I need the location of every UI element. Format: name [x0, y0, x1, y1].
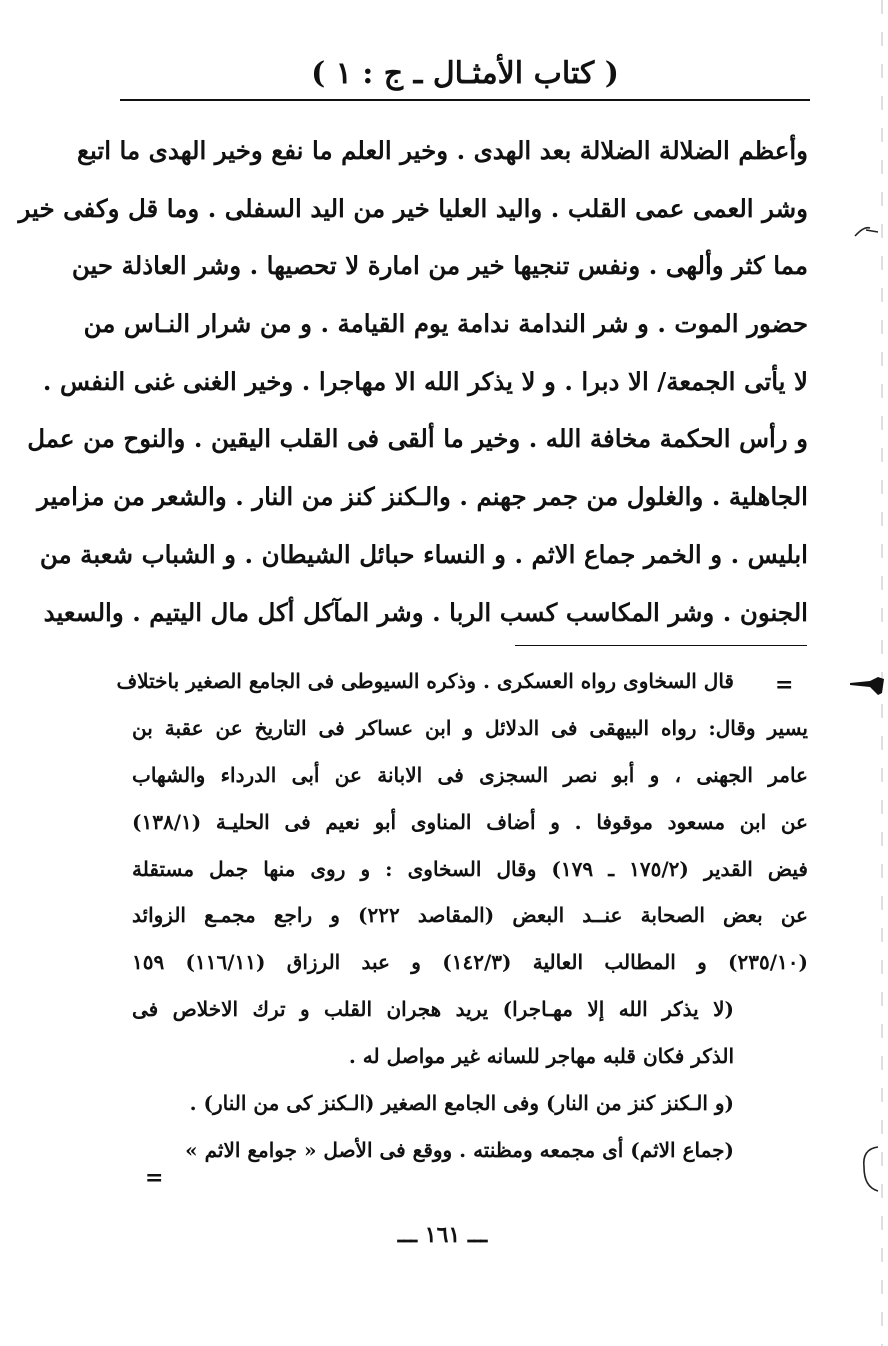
footnote-continuation-mark: =	[145, 1165, 164, 1191]
margin-bracket-icon	[858, 1145, 882, 1195]
main-text-line: و رأس الحكمة مخافة الله . وخير ما ألقى فى القلب اليقين . والنوح من عمل	[27, 424, 808, 454]
footnotes-block	[116, 658, 808, 1174]
footnote-line: قال السخاوى رواه العسكرى . وذكره السيوطى فى الجامع الصغير باختلاف	[116, 669, 734, 693]
main-text-line: مما كثر وألهى . ونفس تنجيها خير من امارة لا تحصيها . وشر العاذلة حين	[71, 251, 808, 281]
main-text-line: لا يأتى الجمعة/ الا دبرا . و لا يذكر الله الا مهاجرا . وخير الغنى غنى النفس .	[42, 366, 808, 396]
footnote-separator-rule	[515, 645, 807, 646]
footnote-line: (و الـكنز كنز من النار) وفى الجامع الصغير (الـكنز كى من النار) .	[189, 1091, 734, 1116]
footnote-line: يسير وقال: رواه البيهقى فى الدلائل و ابن عساكر فى التاريخ عن عقبة بن	[132, 715, 808, 740]
main-text-line: الجاهلية . والغلول من جمر جهنم . والـكنز كنز من النار . والشعر من مزامير	[37, 482, 808, 512]
margin-tick-icon	[852, 220, 882, 242]
header-rule	[120, 99, 810, 101]
footnote-line: (٢٣٥/١٠) و المطالب العالية (١٤٢/٣) و عبد الرزاق (١١٦/١١) ١٥٩	[132, 950, 808, 975]
footnote-line: عامر الجهنى ، و أبو نصر السجزى فى الابانة عن أبى الدرداء والشهاب	[132, 762, 808, 787]
footnote-line: عن ابن مسعود موقوفا . و أضاف المناوى أبو نعيم فى الحليـة (١٣٨/١)	[132, 809, 808, 834]
footnote-line: (لا يذكر الله إلا مهـاجرا) يريد هجران القلب و ترك الاخلاص فى	[132, 997, 734, 1022]
main-text-line: ابليس . و الخمر جماع الاثم . و النساء حبائل الشيطان . و الشباب شعبة من	[39, 539, 808, 569]
page-header-title: ( كتاب الأمثـال ـ ج : ١ )	[311, 56, 619, 91]
page-number: ـــ ١٦١ ـــ	[397, 1222, 488, 1248]
footnote-line: (جماع الاثم) أى مجمعه ومظنته . ووقع فى الأصل « جوامع الاثم »	[185, 1137, 734, 1162]
main-text-block	[18, 122, 808, 641]
footnote-line: فيض القدير (١٧٥/٢ ـ ١٧٩) وقال السخاوى : و روى منها جمل مستقلة	[132, 856, 808, 881]
footnote-line: عن بعض الصحابة عنــد البعض (المقاصد ٢٢٢) و راجع مجمـع الزوائد	[132, 903, 808, 928]
footnote-lead-mark: =	[775, 672, 794, 698]
footnote-line: الذكر فكان قلبه مهاجر للسانه غير مواصل له .	[348, 1044, 734, 1069]
main-text-line: وشر العمى عمى القلب . واليد العليا خير من اليد السفلى . وما قل وكفى خير	[18, 193, 808, 223]
margin-arrow-icon	[848, 675, 888, 697]
main-text-line: وأعظم الضلالة الضلالة بعد الهدى . وخير العلم ما نفع وخير الهدى ما اتبع	[76, 136, 808, 165]
main-text-line: الجنون . وشر المكاسب كسب الربا . وشر المآكل أكل مال اليتيم . والسعيد	[43, 597, 808, 627]
main-text-line: حضور الموت . و شر الندامة ندامة يوم القيامة . و من شرار النـاس من	[83, 309, 808, 339]
